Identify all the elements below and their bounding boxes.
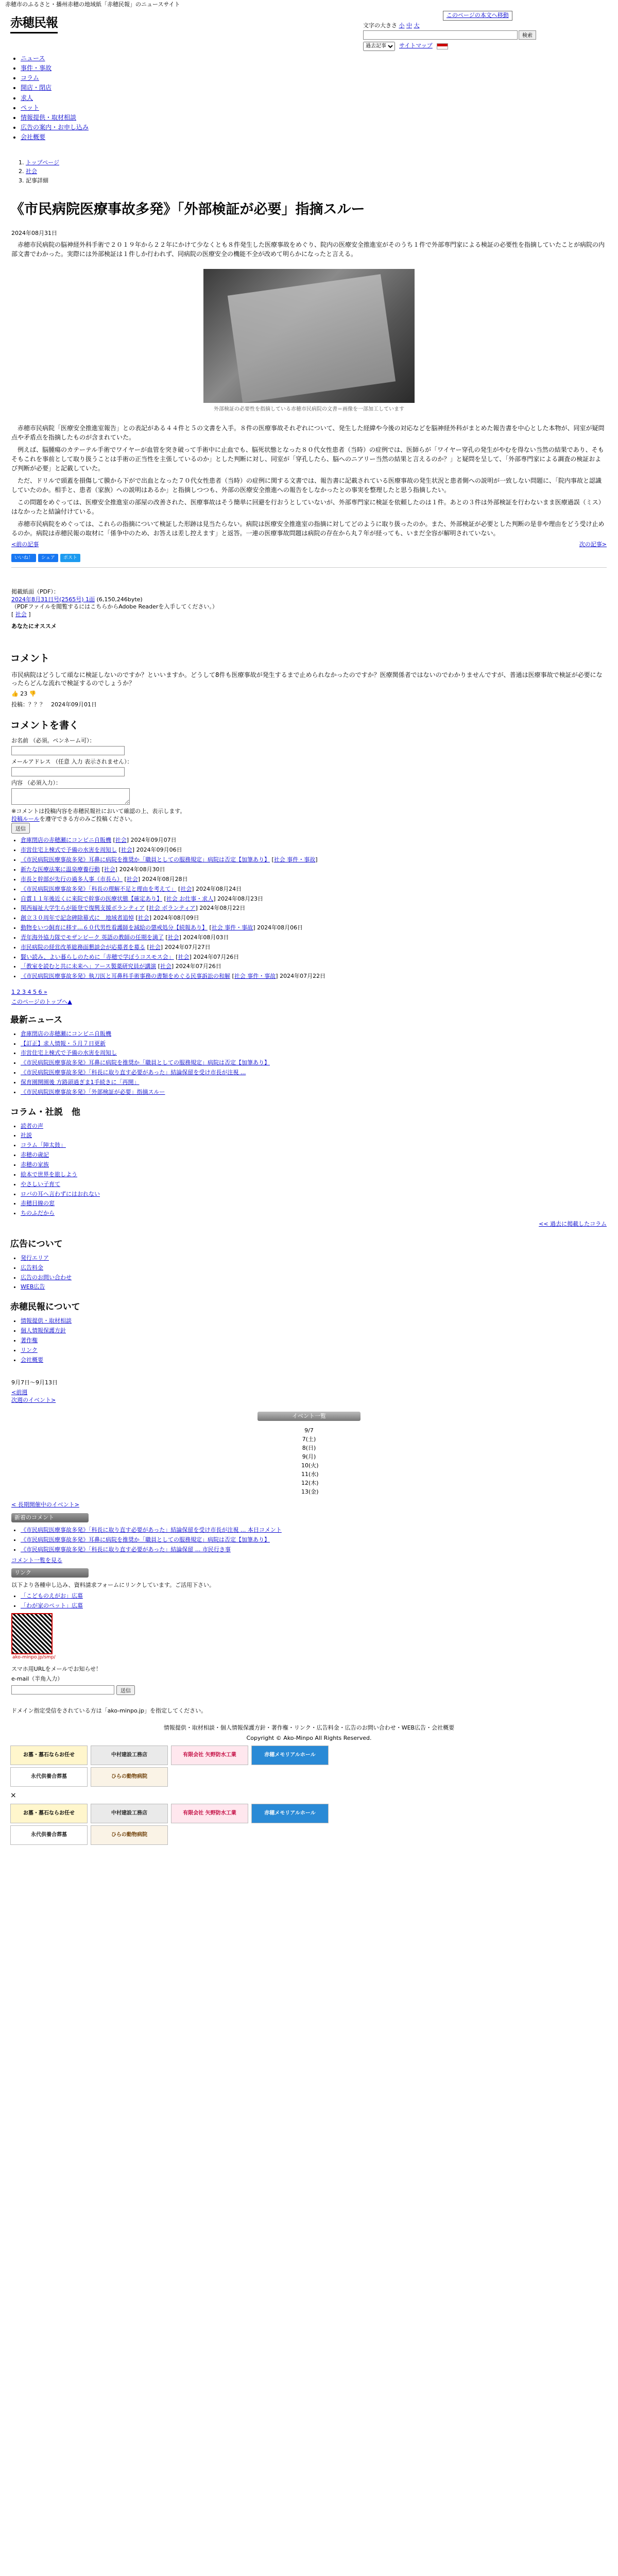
list-item bbox=[21, 113, 613, 122]
news-item: • 創立３０周年で記念碑除幕式に 地域者追悼 [社会] 2024年08月09日 bbox=[21, 914, 613, 922]
breadcrumb-item bbox=[26, 177, 613, 185]
pager-links[interactable]: 1 2 3 4 5 6 » bbox=[11, 989, 47, 996]
new-comments-list bbox=[21, 1527, 613, 1554]
header-utility-row bbox=[363, 42, 448, 51]
list-item bbox=[21, 1337, 613, 1345]
list-item bbox=[21, 54, 613, 62]
news-item: • 市長と幹部が先行の過多人事（市長ら） [社会] 2024年08月28日 bbox=[21, 876, 613, 884]
links-button[interactable]: リンク bbox=[11, 1568, 89, 1578]
divider bbox=[11, 567, 607, 568]
news-item: • 「教室を読むと共に未来へ」アース製薬研究員が講演 [社会] 2024年07月26日 bbox=[21, 963, 613, 971]
breadcrumb-link[interactable]: 社会 bbox=[26, 168, 37, 175]
ads-link[interactable]: 広告のお問い合わせ bbox=[21, 1274, 72, 1281]
event-week-nav bbox=[11, 1389, 607, 1404]
list-item bbox=[21, 133, 613, 141]
column-link[interactable]: やさしい子育て bbox=[21, 1180, 60, 1188]
column-link[interactable]: ちのふだから bbox=[21, 1210, 55, 1217]
comment-form-heading: コメントを書く bbox=[10, 719, 79, 731]
news-date: 2024年08月23日 bbox=[217, 895, 264, 902]
list-item bbox=[21, 1210, 613, 1217]
nav-item[interactable]: ニュース bbox=[21, 54, 45, 62]
news-date: 2024年07月26日 bbox=[175, 963, 221, 970]
banner-grid bbox=[10, 1745, 613, 1787]
new-comment-link[interactable]: 《市民病院医療事故多発》「科長に取り直す必要があった」結論保留 ... 市民行き事 bbox=[21, 1546, 231, 1553]
latest-news-link[interactable]: 《市民病院医療事故多発》「科長に取り直す必要があった」結論保留を受け市長が注視 ... bbox=[21, 1069, 246, 1076]
article-paragraph: ただ、ドリルで頭蓋を損傷して膜から下がで出血となった７０代女性患者（当時）の症例に関する文書では、報告書に記載されている医療事故の発生状況と患者側への説明が一致しない問題に、「院内事故と認識していたのか。相手と、患者（家族）への説明はあるか」と指摘しつつも、外部の医療安全推進への報告をしなかったとの事実を整理したと思う指摘したい。 bbox=[11, 477, 602, 494]
thumbs-down-icon[interactable]: 👎 bbox=[29, 690, 37, 697]
list-item bbox=[21, 1255, 613, 1262]
calendar-day[interactable]: 10(火) bbox=[301, 1462, 319, 1469]
news-date: 2024年07月27日 bbox=[164, 943, 211, 951]
list-item bbox=[21, 1132, 613, 1140]
comment-votes bbox=[11, 690, 607, 698]
smartphone-submit-button[interactable]: 送信 bbox=[116, 1685, 135, 1695]
ad-banner[interactable]: 有限会社 矢野防水工業 bbox=[171, 1804, 248, 1823]
breadcrumb-current: 記事詳細 bbox=[26, 177, 48, 184]
article-date: 2024年08月31日 bbox=[11, 229, 57, 236]
pager bbox=[11, 989, 607, 1006]
news-date: 2024年07月22日 bbox=[280, 973, 326, 980]
name-label: お名前 （必須。ペンネーム可）： bbox=[11, 737, 95, 744]
email-field[interactable] bbox=[11, 767, 125, 776]
column-link[interactable]: 赤穂目線の窓 bbox=[21, 1200, 55, 1207]
search-button[interactable]: 検索 bbox=[519, 30, 536, 40]
comments-heading: コメント bbox=[10, 652, 50, 664]
article-title: 《市民病院医療事故多発》「外部検証が必要」指摘スルー bbox=[10, 201, 365, 218]
ad-banner[interactable]: 中村建設工務店 bbox=[91, 1804, 168, 1823]
content-label: 内容 （必須入力）： bbox=[11, 779, 61, 786]
new-comment-link[interactable]: 《市民病院医療事故多発》「科長に取り直す必要があった」結論保留を受け市長が注視 ... 本日コメント bbox=[21, 1527, 282, 1534]
calendar-day[interactable]: 7(土) bbox=[302, 1435, 316, 1443]
company-list bbox=[21, 1317, 613, 1364]
event-range: 9月7日～9月13日 bbox=[11, 1379, 58, 1386]
policy-row bbox=[11, 816, 607, 823]
qr-url: ako-minpo.jp/smp/ bbox=[12, 1654, 56, 1660]
breadcrumb-item bbox=[26, 168, 613, 176]
article-paragraph: 赤穂市民病院「医療安全推進室報告」との表記がある４４件と５の文書を入手。８件の医療事故それぞれについて、発生した経緯や今後の対応などを脳神経外科がまとめた報告書を中心とした本物が、同室が疑問点や矛盾点を指摘したものが含まれていた。 bbox=[11, 424, 605, 441]
list-item bbox=[21, 1191, 613, 1198]
news-item: • 《市民病院医療事故多発》耳鼻に病院を推奨か「職員としての服務規定」病院は否定【加筆あり】 [社会 事件・事故] bbox=[21, 856, 613, 864]
list-item bbox=[21, 1181, 613, 1189]
column-link[interactable]: 赤穂の歳記 bbox=[21, 1151, 49, 1159]
copyright: Copyright © Ako-Minpo All Rights Reserved. bbox=[246, 1735, 372, 1742]
list-item bbox=[21, 1327, 613, 1335]
past-columns-link[interactable]: << 過去に掲載したコラム bbox=[539, 1221, 607, 1228]
smartphone-text: スマホ用URLをメールでお知らせ！ bbox=[11, 1666, 102, 1672]
list-item bbox=[21, 1040, 613, 1048]
form-link[interactable]: 「わが家のペット」広募 bbox=[21, 1602, 83, 1609]
photo-caption: 外部検証の必要性を指摘している赤穂市民病院の文書＝画像を一部加工しています bbox=[214, 406, 404, 413]
list-item bbox=[21, 1602, 613, 1610]
news-tag[interactable]: 社会 bbox=[126, 875, 138, 883]
news-date: 2024年08月30日 bbox=[119, 866, 165, 873]
column-link[interactable]: ロバの耳へ言わずにはおれない bbox=[21, 1190, 100, 1197]
latest-news-link[interactable]: 《市民病院医療事故多発》「外部検証が必要」指摘スルー bbox=[21, 1088, 165, 1095]
news-date: 2024年08月28日 bbox=[142, 875, 188, 883]
facebook-share-button[interactable]: シェア bbox=[38, 554, 58, 562]
list-item bbox=[21, 74, 613, 82]
pdf-note: （PDFファイルを閲覧するにはこちらからAdobe Readerを入手してください。） bbox=[11, 603, 218, 611]
news-link[interactable]: 《市民病院医療事故多発》耳鼻に病院を推奨か「職員としての服務規定」病院は否定【加筆あり】 bbox=[21, 856, 270, 863]
list-item bbox=[21, 1317, 613, 1325]
smartphone-email-field[interactable] bbox=[11, 1685, 114, 1694]
prev-article-link[interactable]: <前の記事 bbox=[11, 540, 39, 548]
sitemap-link[interactable]: サイトマップ bbox=[399, 42, 433, 49]
form-note: ※コメントは投稿内容を赤穂民報社において確認の上、表示します。 bbox=[11, 807, 186, 815]
column-list bbox=[21, 1123, 613, 1217]
calendar-day[interactable]: 8(日) bbox=[302, 1444, 316, 1451]
comment-body: 市民病院はどうして頑なに検証しないのですか？といいますか。どうして8件も医療事故が発生するまで止められなかったのですか？医療関係者ではないのでわかりませんですが、普通は医療事故で検証が必要になったらどんな流れで検証するのでしょうか？ bbox=[11, 671, 603, 687]
footer-links[interactable]: 情報提供・取材相談・個人情報保護方針・著作権・リンク・広告料金・広告のお問い合わせ・WEB広告・会社概要 bbox=[163, 1724, 455, 1731]
form-link[interactable]: 「こどものえがお」広募 bbox=[21, 1592, 83, 1600]
list-item bbox=[21, 1151, 613, 1159]
next-week-link[interactable]: 次週のイベント> bbox=[11, 1397, 56, 1404]
social-buttons bbox=[11, 554, 607, 562]
list-item bbox=[21, 1049, 613, 1057]
list-item bbox=[21, 1274, 613, 1282]
news-item: • 賢い読み、よい暮らしのために「赤穂で学ぼうコスモス会」 [社会] 2024年07月26日 bbox=[21, 954, 613, 961]
list-item bbox=[21, 1283, 613, 1291]
font-medium-link[interactable]: 中 bbox=[406, 22, 412, 29]
news-link[interactable]: 市民病院の経営改革総務面懇談会が応募者を募る bbox=[21, 943, 145, 951]
list-item bbox=[21, 1030, 613, 1038]
thumbs-up-icon[interactable]: 👍 bbox=[11, 690, 19, 697]
recommend-heading: あなたにオススメ bbox=[11, 623, 57, 630]
news-date: 2024年08月06日 bbox=[257, 924, 303, 931]
news-link[interactable]: 《市民病院医療事故多発》執刀医と耳鼻科手術事務の書類をめぐる民事訴訟の和解 bbox=[21, 973, 230, 980]
comment-list-link[interactable]: コメント一覧を見る bbox=[11, 1556, 62, 1564]
nav-item[interactable]: 情報提供・取材相談 bbox=[21, 113, 77, 121]
latest-news-link[interactable]: 保育園開園後 方路頭過ぎま1手続きに「再開」 bbox=[21, 1078, 140, 1086]
list-item bbox=[21, 1536, 613, 1544]
ads-link[interactable]: WEB広告 bbox=[21, 1283, 45, 1291]
facebook-like-button[interactable]: いいね！ bbox=[11, 554, 36, 562]
company-link[interactable]: 会社概要 bbox=[21, 1356, 43, 1363]
skip-to-content-link[interactable]: このページの本文へ移動 bbox=[443, 11, 512, 21]
ads-link[interactable]: 広告料金 bbox=[21, 1264, 43, 1271]
news-link[interactable]: 《市民病院医療事故多発》「科長の理解不足と理由を考えて」 bbox=[21, 885, 177, 892]
breadcrumb bbox=[26, 159, 613, 185]
news-link[interactable]: 関西福祉大学生らが能登で復興支援ボランティア bbox=[21, 905, 145, 912]
ad-banner[interactable]: 永代供養合葬墓 bbox=[10, 1825, 88, 1845]
list-item bbox=[21, 1161, 613, 1169]
news-link[interactable]: 青年海外協力隊でモザンビーク 英語の教師の任期を満了 bbox=[21, 934, 164, 941]
latest-news-link[interactable]: 【訂正】求人情報・５月７日更新 bbox=[21, 1040, 106, 1047]
ads-link[interactable]: 発行エリア bbox=[21, 1254, 49, 1261]
ads-heading: 広告について bbox=[10, 1239, 63, 1249]
news-link[interactable]: 市長と幹部が先行の過多人事（市長ら） bbox=[21, 875, 123, 883]
pdf-label: 掲載紙面（PDF）： bbox=[11, 588, 59, 595]
list-item bbox=[21, 1079, 613, 1087]
ads-list bbox=[21, 1255, 613, 1291]
news-link[interactable]: 新たな医療法案に温泉療養行動 bbox=[21, 866, 100, 873]
news-tag[interactable]: 社会 事件・事故 bbox=[273, 856, 316, 863]
latest-news-heading: 最新ニュース bbox=[10, 1014, 63, 1025]
event-calendar bbox=[301, 1426, 317, 1496]
name-field[interactable] bbox=[11, 746, 125, 755]
policy-text: を遵守できる方のみご投稿ください。 bbox=[39, 815, 136, 822]
site-logo[interactable]: 赤穂民報 bbox=[10, 14, 58, 33]
news-date: 2024年08月24日 bbox=[196, 885, 242, 892]
comment-form bbox=[11, 737, 607, 834]
news-link[interactable]: 市営住宅上棟式で予備の水害を周知し bbox=[21, 846, 117, 854]
news-item: • 《市民病院医療事故多発》執刀医と耳鼻科手術事務の書類をめぐる民事訴訟の和解 [社会 事件・事故] 2024年07月22日 bbox=[21, 973, 613, 980]
column-heading: コラム・社説 他 bbox=[10, 1107, 80, 1117]
list-item bbox=[21, 1200, 613, 1208]
news-tag[interactable]: 社会 bbox=[160, 963, 171, 970]
company-link[interactable]: 著作権 bbox=[21, 1336, 38, 1344]
news-tag[interactable]: 社会 bbox=[180, 885, 192, 892]
ad-banner[interactable]: お墓・墓石ならお任せ bbox=[10, 1745, 88, 1765]
article-photo bbox=[203, 269, 415, 403]
list-item bbox=[21, 1347, 613, 1354]
article-paragraph: 赤穂市民病院をめぐっては、これらの指摘について検証した形跡は見当たらない。病院は医療安全推進室の指摘に対してどのように取り扱ったのか。また、外部検証が必要とした判断の是非や理由をどう受け止めるのか。病院は赤穂民報の取材に「係争中のため、お答えは差し控えます」と返答。一連の医療事故問題は病院の存在から丸７年が経っても、いまだ全容が解明されていない。 bbox=[11, 520, 605, 537]
news-item: • 倉庫閉店の赤穂瀬にコンビニ自販機 [社会] 2024年09月07日 bbox=[21, 837, 613, 844]
new-comments-button[interactable]: 新着のコメント bbox=[11, 1513, 89, 1522]
news-item: • 青年海外協力隊でモザンビーク 英語の教師の任期を満了 [社会] 2024年08月03日 bbox=[21, 934, 613, 942]
column-link[interactable]: 赤穂の家族 bbox=[21, 1161, 49, 1168]
latest-news-link[interactable]: 《市民病院医療事故多発》耳鼻に病院を推奨か「職員としての服務規定」病院は否定【加筆あり】 bbox=[21, 1059, 270, 1066]
list-item bbox=[21, 1142, 613, 1149]
calendar-day[interactable]: 11(水) bbox=[301, 1471, 319, 1478]
event-list-button[interactable]: イベント一覧 bbox=[258, 1412, 360, 1421]
font-small-link[interactable]: 小 bbox=[399, 22, 405, 29]
list-item bbox=[21, 64, 613, 72]
company-link[interactable]: 個人情報保護方針 bbox=[21, 1327, 66, 1334]
policy-link[interactable]: 投稿ルール bbox=[11, 815, 40, 822]
calendar-day[interactable]: 9(月) bbox=[302, 1453, 316, 1461]
header bbox=[5, 11, 613, 52]
news-item: • 《市民病院医療事故多発》「科長の理解不足と理由を考えて」 [社会] 2024年08月24日 bbox=[21, 886, 613, 893]
news-date: 2024年07月26日 bbox=[193, 953, 239, 960]
nav-item[interactable]: 広告の案内・お申し込み bbox=[21, 124, 89, 131]
pdf-size: (6,150,246byte) bbox=[96, 596, 143, 603]
news-item: • 動物をいつ飼育に移す…６０代男性看護師を減給の懲戒処分【続報あり】 [社会 事件・事故] 2024年08月06日 bbox=[21, 924, 613, 932]
list-item bbox=[21, 1592, 613, 1600]
latest-news-link[interactable]: 倉庫閉店の赤穂瀬にコンビニ自販機 bbox=[21, 1030, 111, 1037]
list-item bbox=[21, 1546, 613, 1554]
email-label: メールアドレス （任意 入力 表示されません）： bbox=[11, 758, 133, 766]
list-item bbox=[21, 1527, 613, 1534]
calendar-day[interactable]: 9/7 bbox=[304, 1427, 314, 1434]
news-link[interactable]: 自賞１１年後近くに来院で幹事の医療状態【確定あり】 bbox=[21, 895, 162, 902]
ad-banner[interactable]: お墓・墓石ならお任せ bbox=[10, 1804, 88, 1823]
smartphone-form bbox=[11, 1685, 607, 1695]
search-bar bbox=[363, 30, 536, 40]
list-item bbox=[21, 1171, 613, 1179]
list-item bbox=[21, 104, 613, 112]
news-item: • 市営住宅上棟式で予備の水害を周知し [社会] 2024年09月06日 bbox=[21, 846, 613, 854]
news-link[interactable]: 賢い読み、よい暮らしのために「赤穂で学ぼうコスモス会」 bbox=[21, 953, 174, 960]
article-paragraph: 赤穂市民病院の脳神経外科手術で２０１９年から２２年にかけて少なくとも８件発生した医療事故をめぐり、院内の医療安全推進室がそのうち１件で外部専門家による検証の必要性を指摘していたことが病院の内部文書でわかった。実際には外部検証は１件しか行われず、同病院の医療安全の機能不全が改めて明らかになったと言える。 bbox=[11, 241, 605, 258]
column-link[interactable]: コラム「陣太鼓」 bbox=[21, 1142, 66, 1149]
font-large-link[interactable]: 大 bbox=[414, 22, 420, 29]
like-count: 23 bbox=[20, 690, 28, 697]
list-item bbox=[21, 1059, 613, 1067]
nav-item[interactable]: コラム bbox=[21, 74, 39, 82]
latest-news-list bbox=[21, 1030, 613, 1096]
list-item bbox=[21, 1357, 613, 1364]
x-post-button[interactable]: ポスト bbox=[60, 554, 80, 562]
calendar-day[interactable]: 12(木) bbox=[301, 1480, 319, 1487]
ad-banner[interactable]: ひらの動物病院 bbox=[91, 1825, 168, 1845]
list-item bbox=[21, 1069, 613, 1077]
ad-banner[interactable]: 中村建設工務店 bbox=[91, 1745, 168, 1765]
calendar-day[interactable]: 13(金) bbox=[301, 1488, 319, 1496]
list-item bbox=[21, 1264, 613, 1272]
links-note: 以下より各種申し込み、資料請求フォームにリンクしています。ご活用下さい。 bbox=[11, 1582, 215, 1589]
ad-banner[interactable]: 赤穂メモリアルホール bbox=[251, 1745, 329, 1765]
news-link[interactable]: 創立３０周年で記念碑除幕式に 地域者追悼 bbox=[21, 914, 134, 922]
language-flag-icon[interactable] bbox=[437, 43, 448, 49]
long-events-link[interactable]: < 長期開催中のイベント> bbox=[11, 1501, 79, 1509]
ad-banner[interactable]: 赤穂メモリアルホール bbox=[251, 1804, 329, 1823]
domain-note: ドメイン指定受信をされている方は「ako-minpo.jp」を指定してください。 bbox=[11, 1707, 207, 1714]
news-tag[interactable]: 社会 bbox=[104, 866, 115, 873]
banner-grid bbox=[10, 1804, 613, 1845]
list-item bbox=[21, 1089, 613, 1096]
news-item: • 関西福祉大学生らが能登で復興支援ボランティア [社会 ボランティア] 2024年08月22日 bbox=[21, 905, 613, 912]
column-link[interactable]: 絵本で世界を旅しよう bbox=[21, 1171, 77, 1178]
list-item bbox=[21, 123, 613, 131]
list-item bbox=[21, 94, 613, 102]
page-top-link[interactable]: このページのトップへ▲ bbox=[11, 998, 72, 1005]
nav-item[interactable]: 事件・事故 bbox=[21, 64, 52, 72]
ad-banner[interactable]: ひらの動物病院 bbox=[91, 1767, 168, 1787]
nav-item[interactable]: 開店・閉店 bbox=[21, 84, 52, 92]
news-date: 2024年08月22日 bbox=[199, 905, 246, 912]
past-articles-select[interactable] bbox=[363, 42, 395, 51]
news-date: 2024年09月06日 bbox=[136, 846, 182, 854]
comment-meta: 投稿：？？？ 2024年09月01日 bbox=[11, 701, 97, 708]
column-link[interactable]: 社説 bbox=[21, 1132, 32, 1139]
article-paragraph: この問題をめぐっては、医療安全推進室の部屋の改善された、医療事故はそう簡単に回避を行おうとしていないが、外部専門家に検証を依頼したのは１件。あとの３件は外部検証を行わないまま医療過誤（ミス）はなかったと結論付けている。 bbox=[11, 498, 605, 515]
news-date: 2024年08月03日 bbox=[183, 934, 229, 941]
news-link[interactable]: 倉庫閉店の赤穂瀬にコンビニ自販機 bbox=[21, 837, 111, 844]
ad-banner[interactable]: 有限会社 矢野防水工業 bbox=[171, 1745, 248, 1765]
related-news-list bbox=[21, 837, 613, 980]
search-input[interactable] bbox=[363, 30, 518, 40]
news-date: 2024年09月07日 bbox=[130, 837, 177, 844]
news-tag[interactable]: 社会 bbox=[138, 914, 149, 922]
article-nav bbox=[11, 541, 607, 549]
news-item: • 市民病院の経営改革総務面懇談会が応募者を募る [社会] 2024年07月27日 bbox=[21, 944, 613, 952]
ad-banner[interactable]: 永代供養合葬墓 bbox=[10, 1767, 88, 1787]
news-item: • 新たな医療法案に温泉療養行動 [社会] 2024年08月30日 bbox=[21, 866, 613, 874]
news-tag[interactable]: 社会 ボランティア bbox=[148, 905, 196, 912]
email-input-label: e-mail（半角入力） bbox=[11, 1675, 63, 1682]
content-field[interactable] bbox=[11, 788, 130, 805]
close-icon[interactable]: × bbox=[10, 1791, 16, 1800]
latest-news-link[interactable]: 市営住宅上棟式で予備の水害を周知し bbox=[21, 1049, 117, 1057]
prev-week-link[interactable]: <前週 bbox=[11, 1389, 28, 1396]
new-comment-link[interactable]: 《市民病院医療事故多発》耳鼻に病院を推奨か「職員としての服務規定」病院は否定【加筆あり】 bbox=[21, 1536, 270, 1543]
article-paragraph: 例えば、脳腫瘍のカテーテル手術でワイヤーが血管を突き破って手術中に止血でも、脳死状態となった８０代女性患者（当時）の症例では、医師らが「ワイヤー穿孔の発生がやむを得ない当然の結果であり、そもそもこれを事前として取り扱うことは手術の正当性を主張しているのか」とした判断に対し、同室が「穿孔したら、脳へのニアリー当然の結果と言えるのか？」と疑問を呈して、「外部専門家による調査の検証および判断が必要」と記載していた。 bbox=[11, 446, 604, 472]
company-link[interactable]: リンク bbox=[21, 1346, 38, 1353]
nav-item[interactable]: ペット bbox=[21, 104, 40, 111]
next-article-link[interactable]: 次の記事> bbox=[579, 540, 607, 548]
company-heading: 赤穂民報について bbox=[10, 1302, 80, 1313]
list-item bbox=[21, 1123, 613, 1130]
company-link[interactable]: 情報提供・取材相談 bbox=[21, 1317, 72, 1325]
column-link[interactable]: 読者の声 bbox=[21, 1122, 43, 1129]
nav-item[interactable]: 会社概要 bbox=[21, 133, 46, 141]
news-tag[interactable]: 社会 bbox=[115, 837, 127, 844]
pdf-info: 掲載紙面（PDF）： 2024年8月31日号(2565号) 1面 (6,150,246byte) （PDFファイルを閲覧するにはこちらからAdobe Readerを入手してください。） [ 社会 ] あなたにオススメ bbox=[11, 588, 607, 631]
news-link[interactable]: 「教室を読むと共に未来へ」アース製薬研究員が講演 bbox=[21, 963, 157, 970]
main-nav bbox=[21, 54, 613, 142]
news-tag[interactable]: 社会 お仕事・求人 bbox=[166, 895, 214, 902]
news-link[interactable]: 動物をいつ飼育に移す…６０代男性看護師を減給の懲戒処分【続報あり】 bbox=[21, 924, 208, 931]
font-size-label: 文字の大きさ bbox=[363, 22, 397, 29]
category-tag-link[interactable]: 社会 bbox=[15, 611, 27, 618]
links-list bbox=[21, 1592, 613, 1610]
news-date: 2024年08月09日 bbox=[153, 914, 199, 922]
breadcrumb-item bbox=[26, 159, 613, 167]
font-size-control bbox=[363, 22, 420, 30]
news-tag[interactable]: 社会 bbox=[149, 943, 161, 951]
news-tag[interactable]: 社会 事件・事故 bbox=[234, 973, 276, 980]
news-tag[interactable]: 社会 bbox=[121, 846, 132, 854]
list-item bbox=[21, 83, 613, 92]
nav-item[interactable]: 求人 bbox=[21, 94, 33, 101]
site-tagline: 赤穂市のふるさと・播州赤穂の地域紙「赤穂民報」のニュースサイト bbox=[5, 1, 180, 8]
news-tag[interactable]: 社会 bbox=[167, 934, 179, 941]
news-item: • 自賞１１年後近くに来院で幹事の医療状態【確定あり】 [社会 お仕事・求人] 2024年08月23日 bbox=[21, 895, 613, 903]
breadcrumb-link[interactable]: トップページ bbox=[26, 159, 60, 166]
submit-button[interactable]: 送信 bbox=[11, 823, 30, 834]
news-tag[interactable]: 社会 bbox=[178, 953, 190, 960]
qr-code bbox=[11, 1613, 56, 1660]
pdf-link[interactable]: 2024年8月31日号(2565号) 1面 bbox=[11, 596, 95, 603]
news-tag[interactable]: 社会 事件・事故 bbox=[211, 924, 253, 931]
